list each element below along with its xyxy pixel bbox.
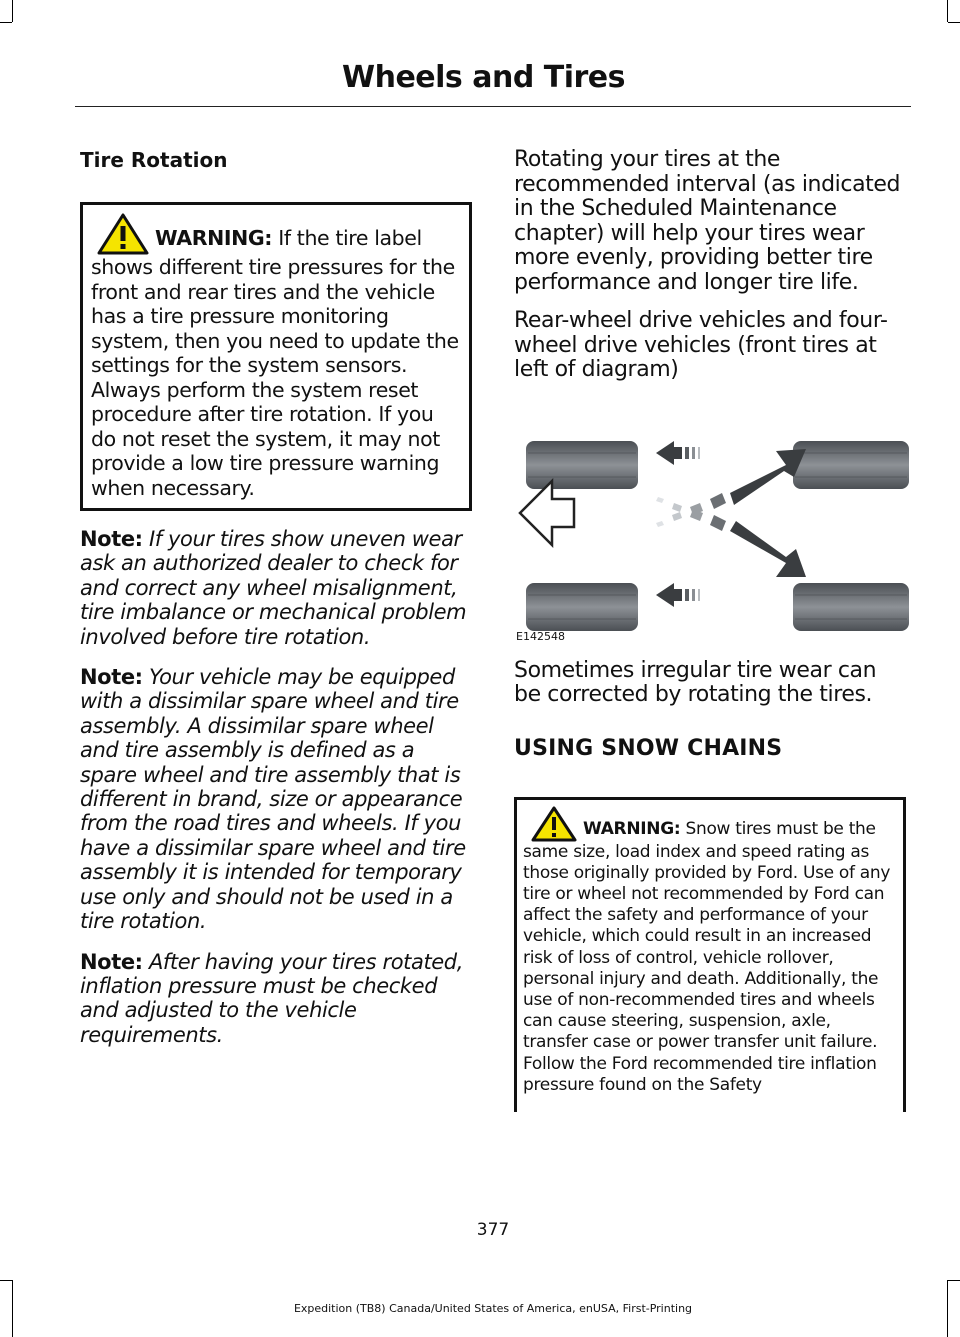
warning-label: WARNING: xyxy=(155,226,273,250)
crop-mark xyxy=(947,0,948,22)
drive-type-paragraph: Rear-wheel drive vehicles and four-wheel drive vehicles (front tires at left of diagram) xyxy=(514,308,888,382)
tire-front-right xyxy=(526,583,638,631)
warning-label: WARNING: xyxy=(583,818,681,839)
front-direction-arrow-icon xyxy=(520,481,574,545)
left-column xyxy=(80,148,472,1047)
crop-mark xyxy=(948,22,960,23)
figure-id: E142548 xyxy=(516,629,565,643)
header-rule xyxy=(75,106,911,107)
irregular-wear-paragraph: Sometimes irregular tire wear can be corrected by rotating the tires. xyxy=(514,657,877,707)
arrow-tail xyxy=(698,589,700,601)
arrow-tail xyxy=(692,447,695,459)
tire-rotation-svg xyxy=(514,397,910,645)
arrow-top-straight-icon xyxy=(656,441,682,465)
tire-rotation-diagram xyxy=(514,397,910,645)
tire-front-left xyxy=(526,441,638,489)
note-text: Your vehicle may be equipped with a dissimilar spare wheel and tire assembly. A dissimilar spare wheel and tire assembly is defined as a spare wheel and tire assembly that is different in brand, size or appearance from the road tires and wheels. If you have a dissimilar spare wheel and tire assembly it is intended for temporary use only and should not be used in a tire rotation. xyxy=(80,665,466,934)
arrow-tail xyxy=(685,447,689,459)
arrow-bottom-straight-icon xyxy=(656,583,682,607)
arrow-diagonal-up-icon xyxy=(656,449,806,527)
warning-text: If the tire label shows different tire pressures for the front and rear tires and the vehicle has a tire pressure monitoring system, then you need to update the settings for the system sensors. Always perform the system reset procedure after tire rotation. If you do not reset the system, it may not provide a low tire pressure warning when necessary. xyxy=(91,226,459,500)
arrow-tail xyxy=(685,589,689,601)
page-number: 377 xyxy=(476,1220,510,1240)
note-label: Note: xyxy=(80,665,143,690)
section-heading-tire-rotation: Tire Rotation xyxy=(80,148,228,172)
note-label: Note: xyxy=(80,527,143,551)
arrow-diagonal-down-icon xyxy=(656,497,806,577)
warning-triangle-icon xyxy=(97,213,149,255)
page-title: Wheels and Tires xyxy=(342,60,625,95)
right-column xyxy=(514,148,906,1112)
note-dissimilar-spare xyxy=(80,665,472,933)
note-uneven-wear xyxy=(80,527,472,649)
arrow-tail xyxy=(698,447,700,459)
note-text: If your tires show uneven wear ask an authorized dealer to check for and correct any wheel misalignment, tire imbalance or mechanical problem involved before tire rotation. xyxy=(80,527,467,649)
warning-text: Snow tires must be the same size, load index and speed rating as those originally provided by Ford. Use of any tire or wheel not recommended by Ford can affect the safety and performance of your vehicle, which could result in an increased risk of loss of control, vehicle rollover, personal injury and death. Additionally, the use of non-recommended tires and wheels can cause steering, suspension, axle, transfer case or power transfer unit failure. Follow the Ford recommended tire inflation pressure found on the Safety xyxy=(523,818,891,1095)
section-heading-snow-chains: USING SNOW CHAINS xyxy=(514,735,783,761)
note-label: Note: xyxy=(80,949,143,974)
crop-mark xyxy=(948,1280,960,1281)
warning-box-tire-pressure xyxy=(80,202,472,511)
crop-mark xyxy=(0,22,12,23)
tire-rear-left xyxy=(793,441,909,489)
note-inflation-pressure xyxy=(80,950,472,1048)
warning-box-snow-tires xyxy=(514,797,906,1112)
crop-mark xyxy=(0,1280,12,1281)
footer-text: Expedition (TB8) Canada/United States of America, enUSA, First-Printing xyxy=(293,1302,693,1315)
note-text: After having your tires rotated, inflation pressure must be checked and adjusted to the vehicle requirements. xyxy=(80,949,464,1047)
rotation-interval-paragraph: Rotating your tires at the recommended interval (as indicated in the Scheduled Maintenance chapter) will help your tires wear more evenly, providing better tire performance and longer tire life. xyxy=(514,147,901,295)
tire-rear-right xyxy=(793,583,909,631)
crop-mark xyxy=(12,0,13,22)
arrow-tail xyxy=(692,589,695,601)
warning-triangle-icon xyxy=(531,806,577,842)
